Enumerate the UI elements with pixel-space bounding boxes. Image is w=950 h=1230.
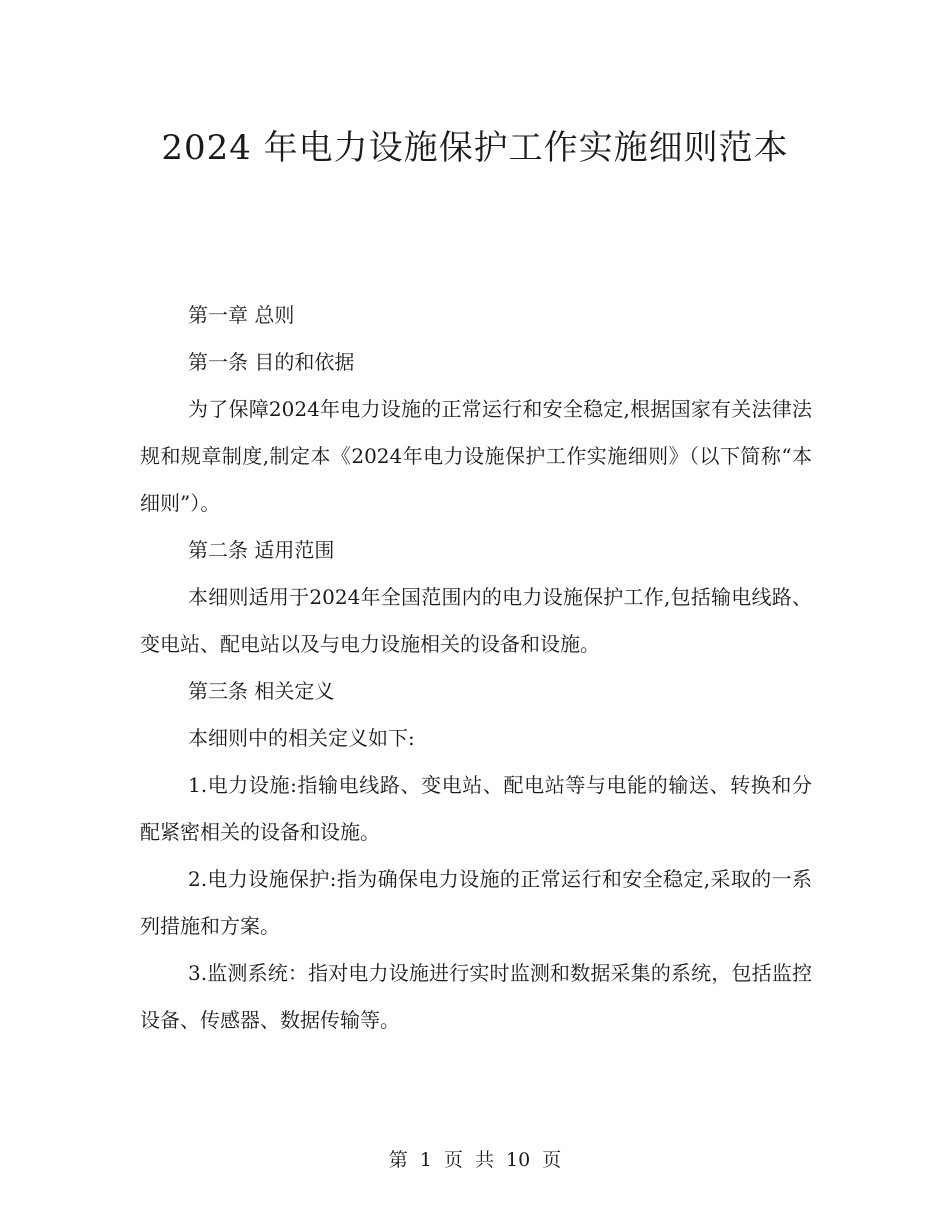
page-footer: 第 1 页 共 10 页 — [388, 1149, 562, 1171]
paragraph: 本细则中的相关定义如下: — [188, 726, 415, 750]
definition-item: 3.监测系统：指对电力设施进行实时监测和数据采集的系统，包括监控设备、传感器、数据传输等。 — [140, 961, 812, 1032]
article-heading: 第一条 目的和依据 — [188, 350, 355, 374]
article-heading: 第三条 相关定义 — [188, 679, 335, 703]
definition-item: 1.电力设施:指输电线路、变电站、配电站等与电能的输送、转换和分配紧密相关的设备和设施。 — [140, 773, 812, 844]
document-title: 2024 年电力设施保护工作实施细则范本 — [161, 128, 789, 168]
document-body — [140, 292, 812, 1044]
definition-item: 2.电力设施保护:指为确保电力设施的正常运行和安全稳定,采取的一系列措施和方案。 — [140, 867, 812, 938]
paragraph: 本细则适用于2024年全国范围内的电力设施保护工作,包括输电线路、变电站、配电站以及与电力设施相关的设备和设施。 — [140, 585, 812, 656]
article-heading: 第二条 适用范围 — [188, 538, 335, 562]
chapter-heading: 第一章 总则 — [188, 303, 295, 327]
paragraph: 为了保障2024年电力设施的正常运行和安全稳定,根据国家有关法律法规和规章制度,制定本《2024年电力设施保护工作实施细则》（以下简称“本细则”）。 — [140, 397, 812, 515]
